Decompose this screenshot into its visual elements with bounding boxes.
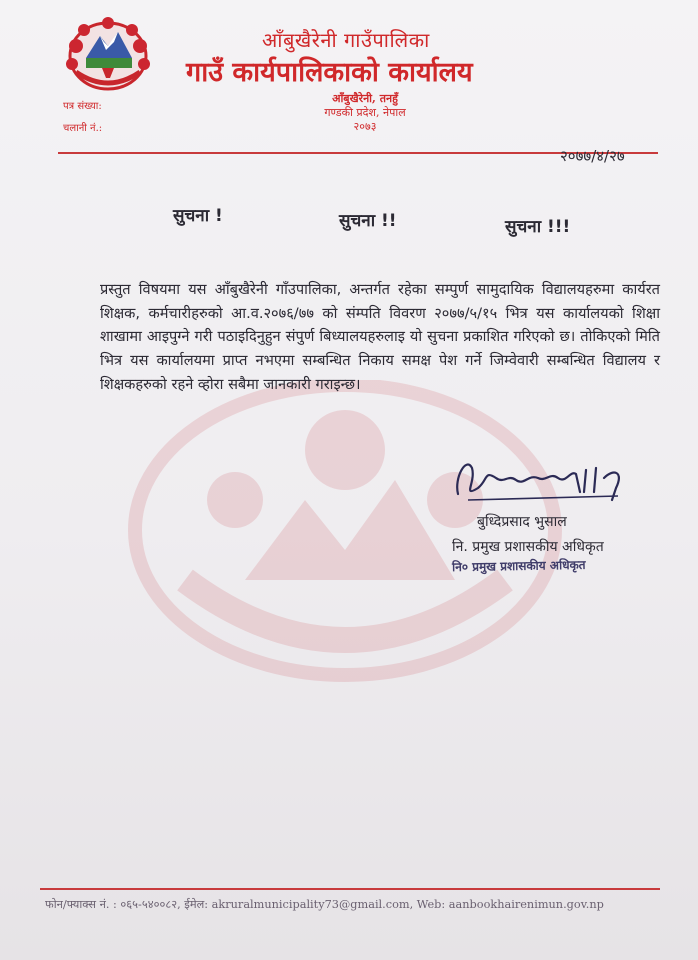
signature-mark [448, 448, 638, 510]
notice-heading-2: सुचना !! [339, 211, 397, 231]
nepal-emblem-icon [62, 14, 154, 92]
chalani-label: चलानी नं.: [63, 123, 103, 134]
signatory-name: बुध्दिप्रसाद भुसाल [477, 514, 567, 530]
patra-sankhya-label: पत्र संख्या: [63, 101, 102, 112]
signatory-stamp: नि० प्रमुख प्रशासकीय अधिकृत [451, 557, 586, 575]
address-line-1: आँबुखैरेनी, तनहुँ [332, 92, 398, 105]
address-line-2: गण्डकी प्रदेश, नेपाल [324, 106, 406, 119]
signatory-title: नि. प्रमुख प्रशासकीय अधिकृत [452, 539, 604, 555]
notice-heading-1: सुचना ! [173, 206, 223, 226]
address-line-3: २०७३ [353, 120, 377, 133]
footer-contact: फोन/फ्याक्स नं. : ०६५-५४००८२, ईमेल: akruralmunicipality73@gmail.com, Web: aanbookhairenimun.gov.np [45, 898, 604, 911]
letter-date: २०७७/४/२७ [560, 147, 625, 165]
office-name: आँबुखैरेनी गाउँपालिका [262, 28, 430, 52]
office-title: गाउँ कार्यपालिकाको कार्यालय [186, 57, 473, 88]
office-address [300, 92, 430, 134]
notice-heading-3: सुचना !!! [505, 217, 571, 237]
notice-body: प्रस्तुत विषयमा यस आँबुखैरेनी गाँउपालिका, अन्तर्गत रहेका सम्पुर्ण सामुदायिक विद्यालयहरुमा कार्यरत शिक्षक, कर्मचारीहरुको आ.व.२०७६/७७ को संम्पति विवरण २०७७/५/१५ भित्र यस कार्यालयको शिक्षा शाखामा आइपुग्ने गरी पठाइदिनुहुन संपुर्ण बिध्यालयहरुलाइ यो सुचना प्रकाशित गरिएको छ। तोकिएको मिति भित्र यस कार्यालयमा प्राप्त नभएमा सम्बन्धित निकाय समक्ष पेश गर्ने जिम्वेवारी सम्बन्धित विद्यालय र शिक्षकहरुको रहने व्होरा सबैमा जानकारी गराइन्छ। [100, 281, 660, 393]
footer-divider [40, 888, 660, 890]
